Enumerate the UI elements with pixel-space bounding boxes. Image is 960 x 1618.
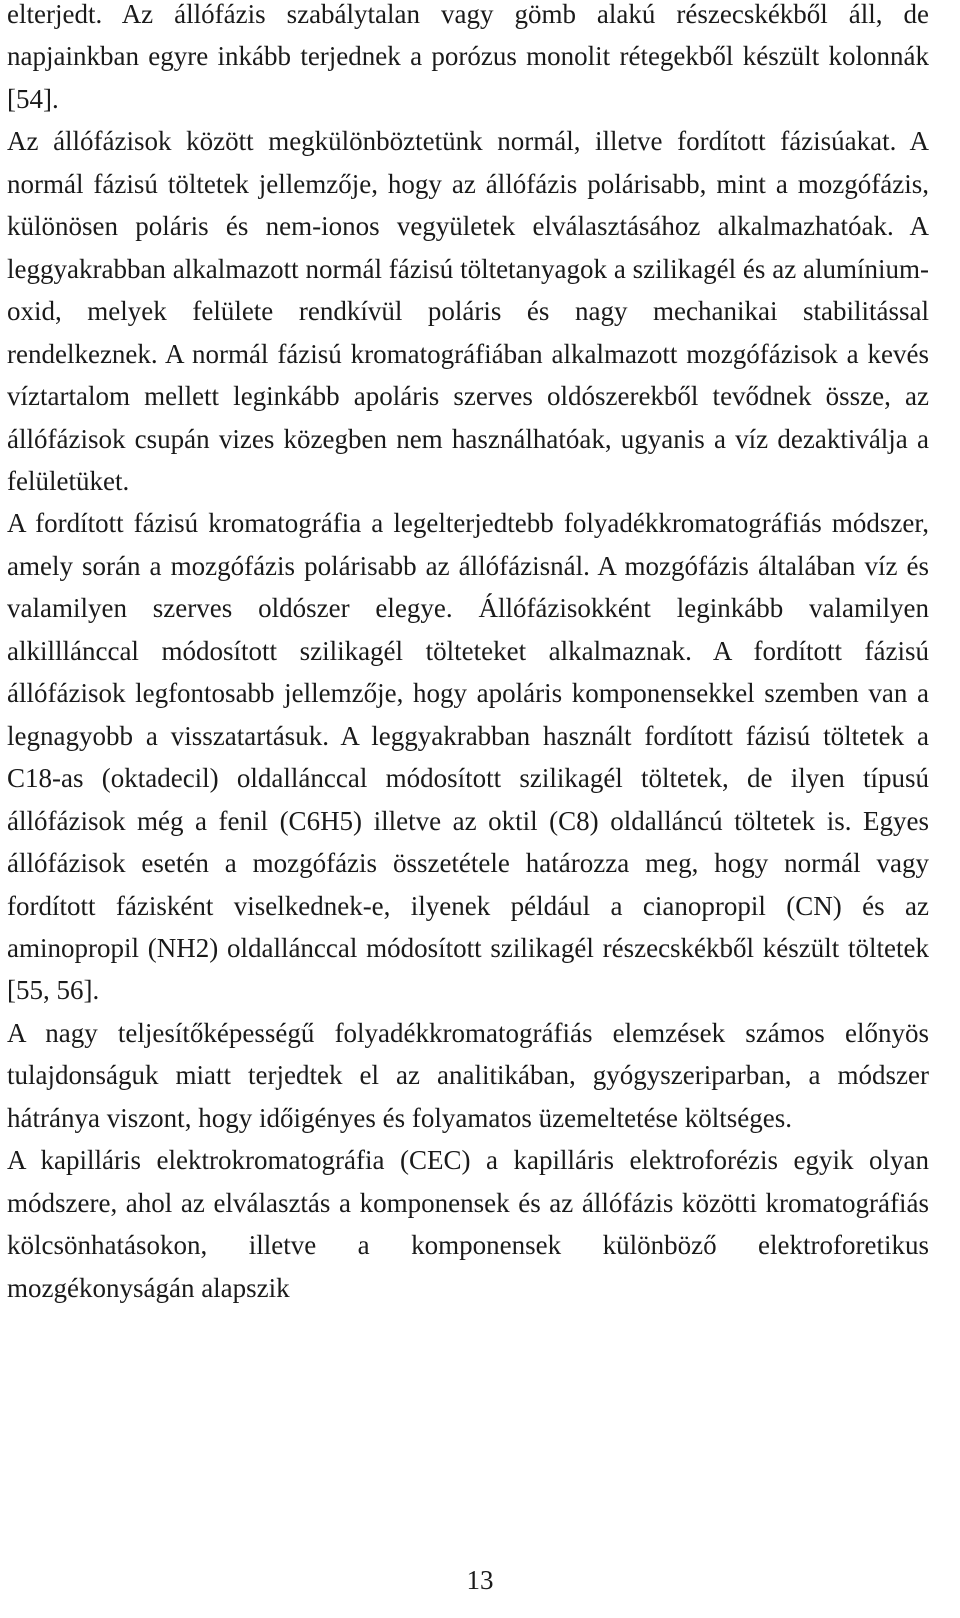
page-number: 13: [466, 1565, 494, 1595]
paragraph-cec: A kapilláris elektrokromatográfia (CEC) a kapilláris elektroforézis egyik olyan módszere, ahol az elválasztás a komponensek és az állófázis közötti kromatográfiás kölcsönhatásokon, illetve a komponensek különböző elektroforetikus mozgékonyságán alapszik: [7, 1145, 929, 1303]
body-text: [7, 0, 929, 1309]
paragraph-reversed-phase: A fordított fázisú kromatográfia a legelterjedtebb folyadékkromatográfiás módszer, amely során a mozgófázis polárisabb az állófázisnál. A mozgófázis általában víz és valamilyen szerves oldószer elegye. Állófázisokként leginkább valamilyen alkilllánccal módosított szilikagél tölteteket alkalmaznak. A fordított fázisú állófázisok legfontosabb jellemzője, hogy apoláris komponensekkel szemben van a legnagyobb a visszatartásuk. A leggyakrabban használt fordított fázisú töltetek a C18-as (oktadecil) oldallánccal módosított szilikagél töltetek, de ilyen típusú állófázisok még a fenil (C6H5) illetve az oktil (C8) oldalláncú töltetek is. Egyes állófázisok esetén a mozgófázis összetétele határozza meg, hogy normál vagy fordított fázisként viselkednek-e, ilyenek például a cianopropil (CN) és az aminopropil (NH2) oldallánccal módosított szilikagél részecskékből készült töltetek [55, 56].: [7, 508, 929, 1006]
paragraph-normal-phase: Az állófázisok között megkülönböztetünk normál, illetve fordított fázisúakat. A normál fázisú töltetek jellemzője, hogy az állófázis polárisabb, mint a mozgófázis, különösen poláris és nem-ionos vegyületek elválasztásához alkalmazhatóak. A leggyakrabban alkalmazott normál fázisú töltetanyagok a szilikagél és az alumínium-oxid, melyek felülete rendkívül poláris és nagy mechanikai stabilitással rendelkeznek. A normál fázisú kromatográfiában alkalmazott mozgófázisok a kevés víztartalom mellett leginkább apoláris szerves oldószerekből tevődnek össze, az állófázisok csupán vizes közegben nem használhatóak, ugyanis a víz dezaktiválja a felületüket.: [7, 126, 929, 496]
paragraph-hplc-stationary-phase: elterjedt. Az állófázis szabálytalan vagy gömb alakú részecskékből áll, de napjainkban egyre inkább terjednek a porózus monolit rétegekből készült kolonnák [54].: [7, 0, 929, 114]
paragraph-hplc-advantages: A nagy teljesítőképességű folyadékkromatográfiás elemzések számos előnyös tulajdonságuk miatt terjedtek el az analitikában, gyógyszeriparban, a módszer hátránya viszont, hogy időigényes és folyamatos üzemeltetése költséges.: [7, 1017, 929, 1133]
